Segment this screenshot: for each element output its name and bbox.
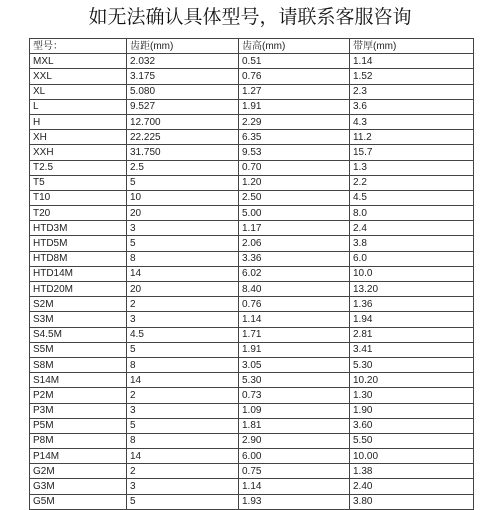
table-row	[30, 54, 474, 69]
cell-tooth-height: 1.71	[239, 327, 350, 342]
cell-model: T5	[30, 175, 127, 190]
cell-belt-thickness: 2.40	[350, 479, 474, 494]
cell-tooth-height: 0.51	[239, 54, 350, 69]
cell-pitch: 5	[127, 175, 239, 190]
table-row	[30, 327, 474, 342]
table-row	[30, 175, 474, 190]
cell-model: XXH	[30, 145, 127, 160]
cell-tooth-height: 1.14	[239, 479, 350, 494]
column-header-belt-thickness: 带厚(mm)	[350, 39, 474, 54]
column-header-tooth-height: 齿高(mm)	[239, 39, 350, 54]
cell-belt-thickness: 2.3	[350, 84, 474, 99]
cell-belt-thickness: 1.36	[350, 297, 474, 312]
cell-belt-thickness: 1.38	[350, 464, 474, 479]
cell-pitch: 20	[127, 282, 239, 297]
table-row	[30, 403, 474, 418]
cell-tooth-height: 1.14	[239, 312, 350, 327]
cell-tooth-height: 2.29	[239, 114, 350, 129]
belt-spec-table-body	[30, 39, 474, 510]
cell-pitch: 2.5	[127, 160, 239, 175]
table-header-row	[30, 39, 474, 54]
table-row	[30, 221, 474, 236]
table-row	[30, 494, 474, 509]
column-header-pitch: 齿距(mm)	[127, 39, 239, 54]
cell-pitch: 5	[127, 342, 239, 357]
cell-model: P8M	[30, 433, 127, 448]
cell-pitch: 8	[127, 433, 239, 448]
table-row	[30, 69, 474, 84]
cell-pitch: 5.080	[127, 84, 239, 99]
cell-model: HTD20M	[30, 282, 127, 297]
table-row	[30, 357, 474, 372]
table-row	[30, 388, 474, 403]
table-row	[30, 130, 474, 145]
cell-pitch: 2	[127, 388, 239, 403]
cell-tooth-height: 1.91	[239, 99, 350, 114]
cell-belt-thickness: 10.0	[350, 266, 474, 281]
cell-belt-thickness: 10.00	[350, 449, 474, 464]
cell-tooth-height: 6.00	[239, 449, 350, 464]
cell-belt-thickness: 4.3	[350, 114, 474, 129]
cell-pitch: 3	[127, 479, 239, 494]
cell-tooth-height: 6.02	[239, 266, 350, 281]
cell-tooth-height: 2.06	[239, 236, 350, 251]
table-row	[30, 145, 474, 160]
cell-belt-thickness: 10.20	[350, 373, 474, 388]
cell-pitch: 4.5	[127, 327, 239, 342]
cell-belt-thickness: 1.94	[350, 312, 474, 327]
cell-tooth-height: 1.93	[239, 494, 350, 509]
cell-pitch: 3	[127, 403, 239, 418]
cell-tooth-height: 5.00	[239, 206, 350, 221]
cell-model: HTD3M	[30, 221, 127, 236]
cell-belt-thickness: 5.30	[350, 357, 474, 372]
cell-pitch: 8	[127, 357, 239, 372]
cell-tooth-height: 6.35	[239, 130, 350, 145]
cell-belt-thickness: 2.2	[350, 175, 474, 190]
cell-model: L	[30, 99, 127, 114]
table-row	[30, 190, 474, 205]
cell-model: XH	[30, 130, 127, 145]
cell-model: P3M	[30, 403, 127, 418]
cell-tooth-height: 1.81	[239, 418, 350, 433]
cell-model: T2.5	[30, 160, 127, 175]
cell-model: HTD5M	[30, 236, 127, 251]
table-row	[30, 479, 474, 494]
cell-pitch: 2	[127, 297, 239, 312]
table-row	[30, 251, 474, 266]
cell-belt-thickness: 2.81	[350, 327, 474, 342]
cell-tooth-height: 1.17	[239, 221, 350, 236]
cell-model: S2M	[30, 297, 127, 312]
cell-tooth-height: 0.76	[239, 297, 350, 312]
cell-belt-thickness: 15.7	[350, 145, 474, 160]
cell-model: G2M	[30, 464, 127, 479]
cell-pitch: 14	[127, 373, 239, 388]
cell-belt-thickness: 2.4	[350, 221, 474, 236]
table-row	[30, 236, 474, 251]
cell-tooth-height: 1.27	[239, 84, 350, 99]
cell-pitch: 2	[127, 464, 239, 479]
cell-belt-thickness: 3.41	[350, 342, 474, 357]
cell-tooth-height: 8.40	[239, 282, 350, 297]
cell-pitch: 5	[127, 236, 239, 251]
table-row	[30, 206, 474, 221]
cell-pitch: 5	[127, 494, 239, 509]
cell-belt-thickness: 1.52	[350, 69, 474, 84]
table-row	[30, 373, 474, 388]
belt-spec-table	[29, 38, 474, 510]
cell-tooth-height: 3.36	[239, 251, 350, 266]
cell-model: S3M	[30, 312, 127, 327]
cell-belt-thickness: 8.0	[350, 206, 474, 221]
cell-belt-thickness: 11.2	[350, 130, 474, 145]
cell-model: XXL	[30, 69, 127, 84]
cell-model: S5M	[30, 342, 127, 357]
cell-belt-thickness: 4.5	[350, 190, 474, 205]
cell-pitch: 3.175	[127, 69, 239, 84]
column-header-model: 型号：	[30, 39, 127, 54]
cell-belt-thickness: 3.80	[350, 494, 474, 509]
cell-model: P5M	[30, 418, 127, 433]
table-row	[30, 342, 474, 357]
cell-tooth-height: 0.70	[239, 160, 350, 175]
cell-belt-thickness: 3.8	[350, 236, 474, 251]
cell-model: P14M	[30, 449, 127, 464]
cell-pitch: 12.700	[127, 114, 239, 129]
cell-tooth-height: 1.20	[239, 175, 350, 190]
cell-pitch: 31.750	[127, 145, 239, 160]
cell-model: S4.5M	[30, 327, 127, 342]
cell-belt-thickness: 1.90	[350, 403, 474, 418]
cell-belt-thickness: 1.30	[350, 388, 474, 403]
table-row	[30, 114, 474, 129]
cell-model: G5M	[30, 494, 127, 509]
table-row	[30, 99, 474, 114]
table-row	[30, 433, 474, 448]
table-row	[30, 266, 474, 281]
cell-belt-thickness: 1.3	[350, 160, 474, 175]
cell-pitch: 8	[127, 251, 239, 266]
cell-pitch: 10	[127, 190, 239, 205]
cell-model: XL	[30, 84, 127, 99]
cell-tooth-height: 0.75	[239, 464, 350, 479]
cell-tooth-height: 1.09	[239, 403, 350, 418]
table-row	[30, 84, 474, 99]
cell-tooth-height: 9.53	[239, 145, 350, 160]
cell-tooth-height: 5.30	[239, 373, 350, 388]
cell-belt-thickness: 6.0	[350, 251, 474, 266]
cell-model: HTD14M	[30, 266, 127, 281]
cell-model: P2M	[30, 388, 127, 403]
cell-tooth-height: 0.76	[239, 69, 350, 84]
cell-belt-thickness: 3.60	[350, 418, 474, 433]
cell-pitch: 5	[127, 418, 239, 433]
cell-tooth-height: 3.05	[239, 357, 350, 372]
page-title: 如无法确认具体型号，请联系客服咨询	[88, 6, 412, 28]
cell-model: MXL	[30, 54, 127, 69]
table-row	[30, 464, 474, 479]
cell-model: S14M	[30, 373, 127, 388]
cell-pitch: 9.527	[127, 99, 239, 114]
cell-model: T20	[30, 206, 127, 221]
table-row	[30, 282, 474, 297]
cell-model: S8M	[30, 357, 127, 372]
cell-belt-thickness: 5.50	[350, 433, 474, 448]
cell-model: G3M	[30, 479, 127, 494]
table-row	[30, 160, 474, 175]
cell-pitch: 2.032	[127, 54, 239, 69]
cell-belt-thickness: 13.20	[350, 282, 474, 297]
table-row	[30, 297, 474, 312]
cell-tooth-height: 1.91	[239, 342, 350, 357]
cell-model: H	[30, 114, 127, 129]
cell-tooth-height: 2.90	[239, 433, 350, 448]
cell-pitch: 3	[127, 312, 239, 327]
table-row	[30, 312, 474, 327]
cell-pitch: 20	[127, 206, 239, 221]
cell-model: T10	[30, 190, 127, 205]
cell-tooth-height: 0.73	[239, 388, 350, 403]
cell-tooth-height: 2.50	[239, 190, 350, 205]
cell-pitch: 14	[127, 449, 239, 464]
cell-model: HTD8M	[30, 251, 127, 266]
cell-pitch: 3	[127, 221, 239, 236]
cell-pitch: 14	[127, 266, 239, 281]
cell-belt-thickness: 1.14	[350, 54, 474, 69]
table-row	[30, 449, 474, 464]
cell-pitch: 22.225	[127, 130, 239, 145]
table-row	[30, 418, 474, 433]
cell-belt-thickness: 3.6	[350, 99, 474, 114]
